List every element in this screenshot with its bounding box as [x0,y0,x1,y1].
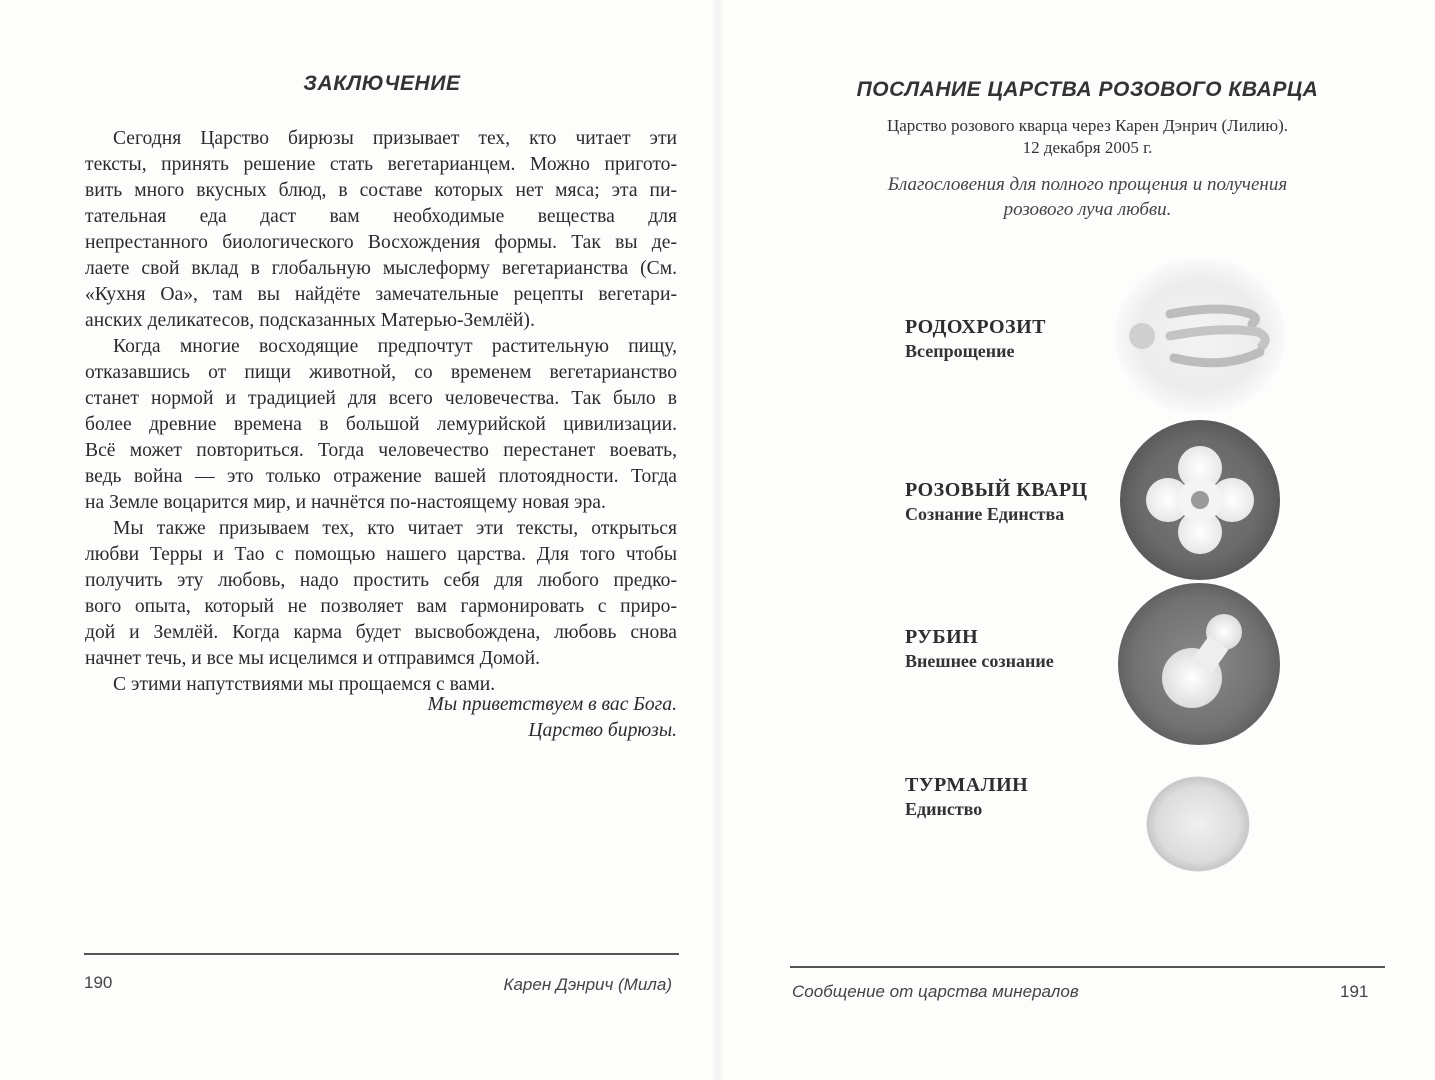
rhodochrosite-symbol-icon [1112,256,1288,416]
left-page-title: ЗАКЛЮЧЕНИЕ [303,72,461,95]
body-line: более древние времена в большой лемурийской цивилизации. [85,414,677,435]
body-line: на Земле воцарится мир, и начнётся по-настоящему новая эра. [85,492,606,513]
body-line: Когда многие восходящие предпочтут растительную пищу, [113,336,677,357]
running-footer-left: Карен Дэнрич (Мила) [503,975,672,994]
stone-name-tourmaline: ТУРМАЛИН [905,774,1029,796]
body-line: Сегодня Царство бирюзы призывает тех, кто читает эти [113,128,677,149]
footer-rule-right [790,966,1385,968]
body-line: непрестанного биологического Восхождения формы. Так вы де- [85,232,677,253]
tourmaline-symbol-icon [1144,774,1252,874]
stone-name-rose-quartz: РОЗОВЫЙ КВАРЦ [905,479,1088,501]
closing-signature: Царство бирюзы. [528,720,677,741]
body-line: любви Терры и Тао с помощью нашего царства. Для того чтобы [85,544,677,565]
body-line: тательная еда даст вам необходимые вещества для [85,206,677,227]
body-line: станет нормой и традицией для всего человечества. Так было в [85,388,677,409]
body-line: начнет течь, и все мы исцелимся и отправимся Домой. [85,648,540,669]
body-line: получить эту любовь, надо простить себя для любого предко- [85,570,677,591]
page-number-right: 191 [1340,982,1369,1001]
blessing-line-2: розового луча любви. [1003,199,1172,220]
footer-rule-left [84,953,679,955]
left-page-body [85,126,677,698]
body-line: Мы также призываем тех, кто читает эти тексты, открыться [113,518,677,539]
body-line: лаете свой вклад в глобальную мыслеформу вегетарианства (См. [85,258,677,279]
body-line: анских деликатесов, подсказанных Матерью-Землёй). [85,310,535,331]
message-date: 12 декабря 2005 г. [1022,138,1153,157]
running-footer-right: Сообщение от царства минералов [792,982,1079,1001]
page-number-left: 190 [84,973,113,992]
stone-meaning-ruby: Внешнее сознание [905,651,1054,671]
channel-credit: Царство розового кварца через Карен Дэнрич (Лилию). [886,116,1289,135]
body-line: ведь война — это только отражение вашей плотоядности. Тогда [85,466,677,487]
body-line: Всё может повториться. Тогда человечество перестанет воевать, [85,440,677,461]
stone-name-ruby: РУБИН [905,626,979,648]
body-line: вить много вкусных блюд, в составе которых нет мяса; эта пи- [85,180,677,201]
body-line: тексты, принять решение стать вегетарианцем. Можно пригото- [85,154,677,175]
body-line: С этими напутствиями мы прощаемся с вами. [113,674,496,695]
closing-greeting: Мы приветствуем в вас Бога. [427,694,677,715]
body-line: дой и Землёй. Когда карма будет высвобождена, любовь снова [85,622,677,643]
stone-name-rhodochrosite: РОДОХРОЗИТ [905,316,1046,338]
right-page [718,0,1435,1080]
stone-meaning-tourmaline: Единство [905,799,983,819]
stone-meaning-rhodochrosite: Всепрощение [905,341,1015,361]
blessing-line-1: Благословения для полного прощения и получения [887,174,1288,195]
right-page-title: ПОСЛАНИЕ ЦАРСТВА РОЗОВОГО КВАРЦА [856,78,1319,101]
body-line: «Кухня Оа», там вы найдёте замечательные рецепты вегетари- [85,284,677,305]
book-gutter [712,0,724,1080]
rose-quartz-symbol-icon [1118,418,1282,582]
body-line: вого опыта, который не позволяет вам гармонировать с приро- [85,596,677,617]
body-line: отказавшись от пищи животной, со временем вегетарианство [85,362,677,383]
stone-meaning-rose-quartz: Сознание Единства [905,504,1065,524]
ruby-symbol-icon [1116,582,1282,746]
